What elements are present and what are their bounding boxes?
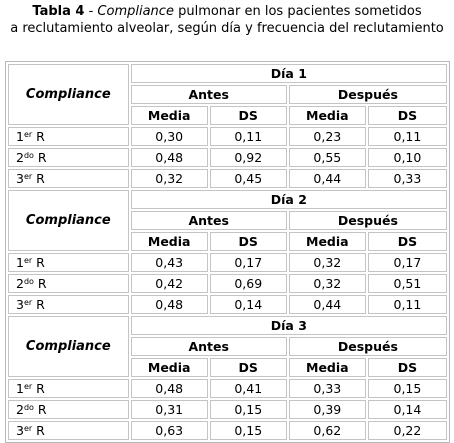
- value-cell: 0,23: [289, 127, 366, 146]
- row-label: [8, 127, 129, 146]
- row-label: [8, 253, 129, 272]
- table-row: [8, 421, 447, 440]
- row-label-number: 3: [16, 423, 24, 438]
- caption-line-2: a reclutamiento alveolar, según día y frecuencia del reclutamiento: [10, 21, 444, 36]
- row-label-number: 2: [16, 276, 24, 291]
- value-cell: 0,11: [368, 295, 447, 314]
- value-cell: 0,44: [289, 169, 366, 188]
- media-header: Media: [131, 106, 208, 125]
- value-cell: 0,15: [210, 400, 287, 419]
- row-label: [8, 379, 129, 398]
- media-header: Media: [131, 232, 208, 251]
- table-row: [8, 253, 447, 272]
- value-cell: 0,17: [368, 253, 447, 272]
- despues-header: Después: [289, 211, 447, 230]
- value-cell: 0,63: [131, 421, 208, 440]
- table-row: [8, 127, 447, 146]
- row-label-ordinal: er: [23, 172, 33, 181]
- compliance-table: [5, 61, 450, 443]
- caption-italic-term: Compliance: [97, 4, 174, 19]
- value-cell: 0,43: [131, 253, 208, 272]
- row-label-ordinal: do: [23, 151, 34, 160]
- row-label-ordinal: er: [23, 424, 33, 433]
- antes-header: Antes: [131, 337, 287, 356]
- compliance-header: Compliance: [8, 190, 129, 251]
- row-label-suffix: R: [33, 150, 47, 165]
- row-label-suffix: R: [32, 171, 45, 186]
- value-cell: 0,33: [368, 169, 447, 188]
- ds-header: DS: [368, 106, 447, 125]
- day-header: Día 1: [131, 64, 447, 83]
- value-cell: 0,44: [289, 295, 366, 314]
- value-cell: 0,14: [368, 400, 447, 419]
- despues-header: Después: [289, 85, 447, 104]
- row-label-suffix: R: [33, 276, 47, 291]
- row-label-ordinal: er: [23, 130, 33, 139]
- value-cell: 0,48: [131, 379, 208, 398]
- row-label-number: 3: [16, 297, 24, 312]
- value-cell: 0,22: [368, 421, 447, 440]
- antes-header: Antes: [131, 211, 287, 230]
- ds-header: DS: [210, 358, 287, 377]
- row-label-ordinal: er: [23, 382, 33, 391]
- row-label-suffix: R: [32, 129, 45, 144]
- value-cell: 0,45: [210, 169, 287, 188]
- compliance-header: Compliance: [8, 64, 129, 125]
- row-label-number: 1: [16, 255, 24, 270]
- value-cell: 0,42: [131, 274, 208, 293]
- day-header-row: [8, 64, 447, 83]
- value-cell: 0,11: [210, 127, 287, 146]
- despues-header: Después: [289, 337, 447, 356]
- ds-header: DS: [210, 232, 287, 251]
- value-cell: 0,41: [210, 379, 287, 398]
- media-header: Media: [289, 232, 366, 251]
- table-row: [8, 169, 447, 188]
- value-cell: 0,15: [368, 379, 447, 398]
- ds-header: DS: [210, 106, 287, 125]
- row-label-number: 1: [16, 381, 24, 396]
- day-header: Día 2: [131, 190, 447, 209]
- day-header: Día 3: [131, 316, 447, 335]
- row-label-suffix: R: [32, 297, 45, 312]
- value-cell: 0,30: [131, 127, 208, 146]
- day-header-row: [8, 190, 447, 209]
- value-cell: 0,48: [131, 295, 208, 314]
- row-label-suffix: R: [32, 381, 45, 396]
- media-header: Media: [131, 358, 208, 377]
- value-cell: 0,32: [289, 274, 366, 293]
- value-cell: 0,10: [368, 148, 447, 167]
- row-label-number: 3: [16, 171, 24, 186]
- value-cell: 0,32: [289, 253, 366, 272]
- row-label-ordinal: er: [23, 256, 33, 265]
- media-header: Media: [289, 106, 366, 125]
- row-label-number: 1: [16, 129, 24, 144]
- ds-header: DS: [368, 232, 447, 251]
- row-label-suffix: R: [32, 423, 45, 438]
- caption-line-1: [0, 3, 454, 20]
- media-header: Media: [289, 358, 366, 377]
- caption-label: Tabla 4: [32, 4, 85, 19]
- table-row: [8, 274, 447, 293]
- row-label: [8, 274, 129, 293]
- table-caption: [0, 3, 454, 37]
- table-body: [8, 64, 447, 440]
- row-label-suffix: R: [33, 402, 47, 417]
- row-label: [8, 400, 129, 419]
- value-cell: 0,33: [289, 379, 366, 398]
- row-label-number: 2: [16, 150, 24, 165]
- row-label-number: 2: [16, 402, 24, 417]
- value-cell: 0,39: [289, 400, 366, 419]
- value-cell: 0,48: [131, 148, 208, 167]
- ds-header: DS: [368, 358, 447, 377]
- value-cell: 0,32: [131, 169, 208, 188]
- value-cell: 0,11: [368, 127, 447, 146]
- row-label: [8, 148, 129, 167]
- compliance-header: Compliance: [8, 316, 129, 377]
- caption-text-1: pulmonar en los pacientes sometidos: [173, 4, 422, 19]
- antes-header: Antes: [131, 85, 287, 104]
- value-cell: 0,17: [210, 253, 287, 272]
- row-label-suffix: R: [32, 255, 45, 270]
- value-cell: 0,51: [368, 274, 447, 293]
- caption-dash: -: [84, 4, 98, 19]
- value-cell: 0,14: [210, 295, 287, 314]
- row-label-ordinal: er: [23, 298, 33, 307]
- table-row: [8, 379, 447, 398]
- value-cell: 0,31: [131, 400, 208, 419]
- row-label: [8, 421, 129, 440]
- row-label: [8, 295, 129, 314]
- value-cell: 0,62: [289, 421, 366, 440]
- row-label-ordinal: do: [23, 403, 34, 412]
- table-row: [8, 400, 447, 419]
- value-cell: 0,69: [210, 274, 287, 293]
- day-header-row: [8, 316, 447, 335]
- row-label: [8, 169, 129, 188]
- value-cell: 0,15: [210, 421, 287, 440]
- value-cell: 0,92: [210, 148, 287, 167]
- table-row: [8, 148, 447, 167]
- row-label-ordinal: do: [23, 277, 34, 286]
- value-cell: 0,55: [289, 148, 366, 167]
- table-row: [8, 295, 447, 314]
